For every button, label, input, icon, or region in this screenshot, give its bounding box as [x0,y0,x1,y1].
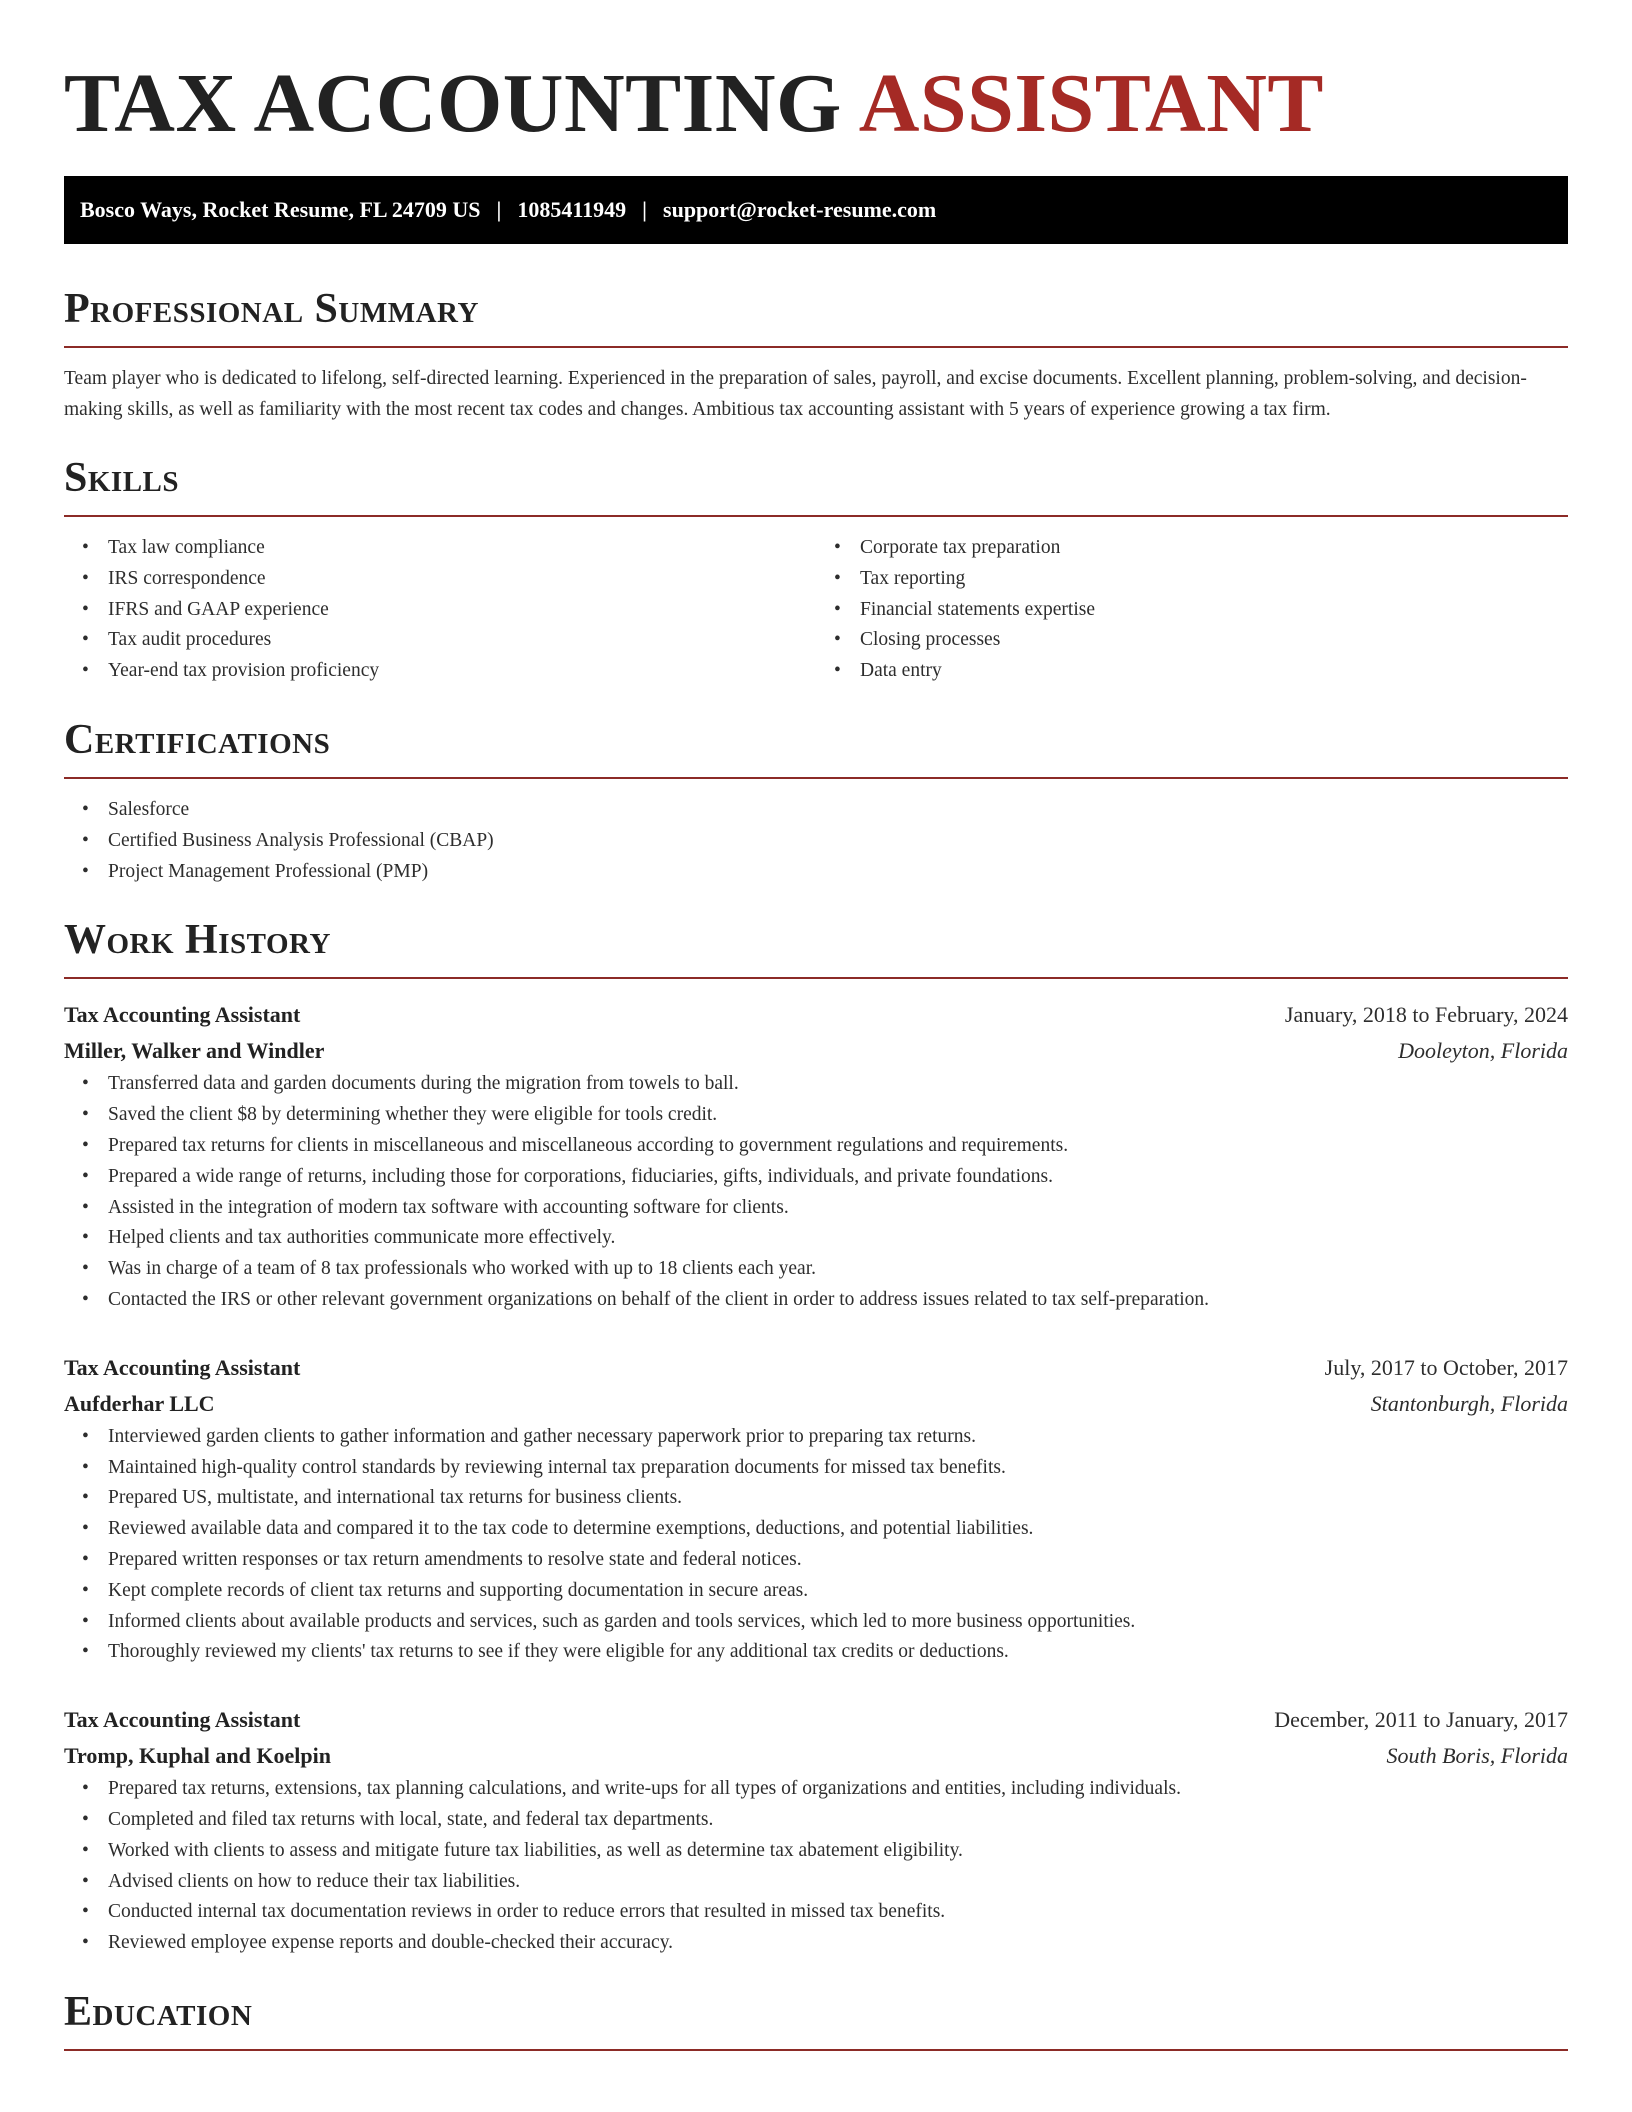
skill-item: • Financial statements expertise [860,595,1568,626]
skill-item: • Year-end tax provision proficiency [108,656,816,687]
job-subheader [64,1738,1568,1774]
job-bullet: • Prepared tax returns, extensions, tax planning calculations, and write-ups for all types of organizations and entities, including individuals. [108,1774,1568,1805]
job-bullet: • Kept complete records of client tax returns and supporting documentation in secure areas. [108,1576,1568,1607]
job-bullet: • Thoroughly reviewed my clients' tax returns to see if they were eligible for any additional tax credits or deductions. [108,1637,1568,1668]
job-company: Aufderhar LLC [64,1390,215,1416]
job-bullet: • Transferred data and garden documents during the migration from towels to ball. [108,1069,1568,1100]
section-divider [64,977,1568,979]
job-bullet: • Contacted the IRS or other relevant government organizations on behalf of the client in order to address issues related to tax self-preparation. [108,1285,1568,1316]
job-subheader [64,1386,1568,1422]
contact-email: support@rocket-resume.com [663,197,937,222]
job-title: Tax Accounting Assistant [64,1707,301,1733]
job-location: Dooleyton, Florida [1398,1038,1568,1064]
skills-column-left [64,533,816,687]
certification-item: • Project Management Professional (PMP) [108,857,1568,888]
job-dates: July, 2017 to October, 2017 [1324,1354,1568,1380]
job-bullet: • Maintained high-quality control standards by reviewing internal tax preparation documents for missed tax benefits. [108,1453,1568,1484]
certification-item: • Certified Business Analysis Professional (CBAP) [108,826,1568,857]
job-bullet: • Saved the client $8 by determining whether they were eligible for tools credit. [108,1100,1568,1131]
contact-separator: | [642,197,648,222]
skill-item: • Data entry [860,656,1568,687]
title-main: TAX ACCOUNTING [64,57,842,150]
job-title: Tax Accounting Assistant [64,1354,301,1380]
job-bullet: • Prepared US, multistate, and international tax returns for business clients. [108,1483,1568,1514]
job-bullet: • Prepared written responses or tax return amendments to resolve state and federal notices. [108,1545,1568,1576]
skills-list-left [64,533,816,687]
contact-address: Bosco Ways, Rocket Resume, FL 24709 US [80,197,481,222]
job-bullet: • Advised clients on how to reduce their tax liabilities. [108,1867,1568,1898]
work-history-section [64,915,1568,1959]
job-company: Miller, Walker and Windler [64,1038,325,1064]
job-bullet: • Reviewed employee expense reports and double-checked their accuracy. [108,1928,1568,1959]
job-header [64,1350,1568,1386]
job-bullet: • Prepared tax returns for clients in miscellaneous and miscellaneous according to government regulations and requirements. [108,1131,1568,1162]
job-dates: December, 2011 to January, 2017 [1274,1707,1568,1733]
job-subheader [64,1033,1568,1069]
section-divider [64,515,1568,517]
contact-bar [64,176,1568,244]
job-bullet: • Conducted internal tax documentation reviews in order to reduce errors that resulted in missed tax benefits. [108,1897,1568,1928]
page-title [64,0,1568,152]
summary-heading: Professional Summary [64,286,479,332]
skills-heading: Skills [64,455,180,501]
certification-item: • Salesforce [108,795,1568,826]
job-bullet: • Completed and filed tax returns with local, state, and federal tax departments. [108,1805,1568,1836]
job-entry [64,997,1568,1315]
certifications-list [64,795,1568,887]
contact-separator: | [496,197,502,222]
education-section [64,1987,1568,2051]
job-company: Tromp, Kuphal and Koelpin [64,1743,331,1769]
title-accent: ASSISTANT [858,57,1324,150]
job-title: Tax Accounting Assistant [64,1002,301,1028]
skill-item: • IRS correspondence [108,564,816,595]
contact-phone: 1085411949 [517,197,627,222]
job-bullet: • Reviewed available data and compared it to the tax code to determine exemptions, deductions, and potential liabilities. [108,1514,1568,1545]
job-bullet: • Was in charge of a team of 8 tax professionals who worked with up to 18 clients each year. [108,1254,1568,1285]
job-bullet: • Informed clients about available products and services, such as garden and tools services, which led to more business opportunities. [108,1607,1568,1638]
job-bullets [64,1069,1568,1315]
skill-item: • Tax reporting [860,564,1568,595]
certifications-section [64,715,1568,887]
section-divider [64,777,1568,779]
skills-column-right [816,533,1568,687]
skills-section [64,453,1568,687]
job-location: Stantonburgh, Florida [1370,1390,1568,1416]
summary-text: Team player who is dedicated to lifelong, self-directed learning. Experienced in the preparation of sales, payroll, and excise documents. Excellent planning, problem-solving, and decision-making skills, as well as familiarity with the most recent tax codes and changes. Ambitious tax accounting assistant with 5 years of experience growing a tax firm. [64,368,1527,420]
section-divider [64,2049,1568,2051]
work-history-heading: Work History [64,917,331,964]
job-entry [64,1702,1568,1959]
job-header [64,1702,1568,1738]
section-divider [64,346,1568,348]
job-bullet: • Assisted in the integration of modern tax software with accounting software for clients. [108,1193,1568,1224]
summary-section [64,284,1568,425]
certifications-heading: Certifications [64,716,331,763]
job-bullet: • Helped clients and tax authorities communicate more effectively. [108,1223,1568,1254]
job-bullets [64,1774,1568,1959]
job-bullet: • Worked with clients to assess and mitigate future tax liabilities, as well as determine tax abatement eligibility. [108,1836,1568,1867]
education-heading: Education [64,1988,253,2035]
skills-list-right [816,533,1568,687]
job-entry [64,1350,1568,1668]
skill-item: • Tax law compliance [108,533,816,564]
job-header [64,997,1568,1033]
skill-item: • Tax audit procedures [108,625,816,656]
job-bullet: • Interviewed garden clients to gather information and gather necessary paperwork prior to preparing tax returns. [108,1422,1568,1453]
skill-item: • IFRS and GAAP experience [108,595,816,626]
skill-item: • Closing processes [860,625,1568,656]
job-bullets [64,1422,1568,1668]
skills-grid [64,533,1568,687]
job-bullet: • Prepared a wide range of returns, including those for corporations, fiduciaries, gifts, individuals, and private foundations. [108,1162,1568,1193]
job-dates: January, 2018 to February, 2024 [1284,1002,1568,1028]
job-location: South Boris, Florida [1386,1743,1568,1769]
skill-item: • Corporate tax preparation [860,533,1568,564]
